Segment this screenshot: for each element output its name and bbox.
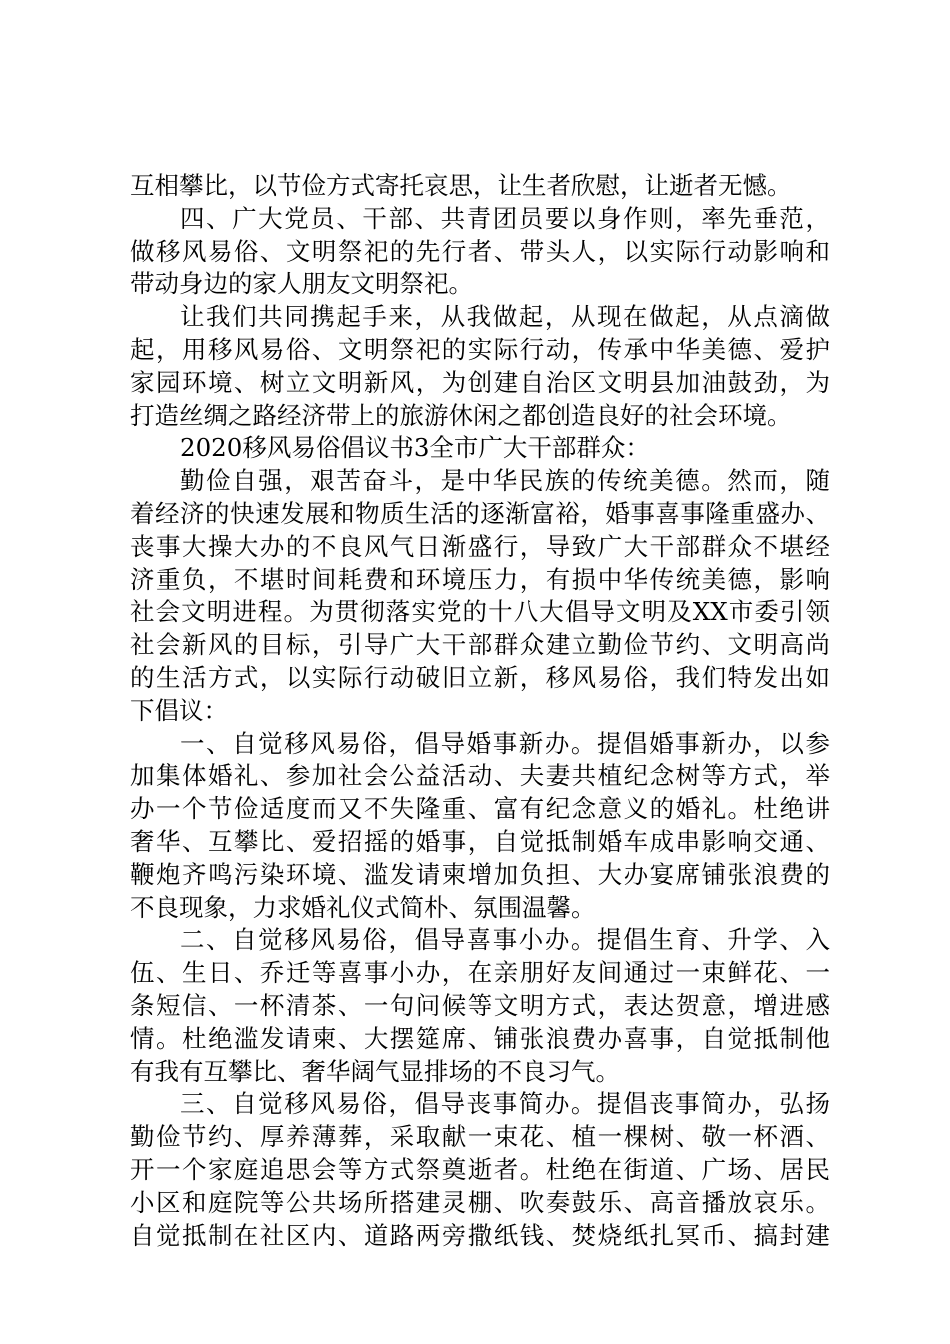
text-line: 加集体婚礼、参加社会公益活动、夫妻共植纪念树等方式，举 bbox=[130, 761, 830, 791]
text-line: 二、自觉移风易俗，倡导喜事小办。提倡生育、升学、入 bbox=[180, 925, 830, 955]
text-line: 办一个节俭适度而又不失隆重、富有纪念意义的婚礼。杜绝讲 bbox=[130, 794, 830, 824]
text-line: 互相攀比，以节俭方式寄托哀思，让生者欣慰，让逝者无憾。 bbox=[130, 171, 792, 200]
text-line: 勤俭自强，艰苦奋斗，是中华民族的传统美德。然而，随 bbox=[180, 466, 830, 496]
text-line: 伍、生日、乔迁等喜事小办，在亲朋好友间通过一束鲜花、一 bbox=[130, 958, 830, 988]
text-line: 下倡议： bbox=[130, 695, 228, 725]
text-line: 一、自觉移风易俗，倡导婚事新办。提倡婚事新办，以参 bbox=[180, 728, 830, 758]
text-line: 情。杜绝滥发请柬、大摆筵席、铺张浪费办喜事，自觉抵制他 bbox=[130, 1023, 830, 1053]
text-line: 着经济的快速发展和物质生活的逐渐富裕，婚事喜事隆重盛办、 bbox=[130, 498, 830, 528]
text-line: 的生活方式，以实际行动破旧立新，移风易俗，我们特发出如 bbox=[130, 662, 830, 692]
text-line: 社会新风的目标，引导广大干部群众建立勤俭节约、文明高尚 bbox=[130, 630, 830, 660]
text-line: 打造丝绸之路经济带上的旅游休闲之都创造良好的社会环境。 bbox=[130, 400, 792, 430]
text-line: 不良现象，力求婚礼仪式简朴、氛围温馨。 bbox=[130, 892, 596, 922]
text-line: 小区和庭院等公共场所搭建灵棚、吹奏鼓乐、高音播放哀乐。 bbox=[130, 1187, 830, 1217]
text-line: 自觉抵制在社区内、道路两旁撒纸钱、焚烧纸扎冥币、搞封建 bbox=[130, 1220, 830, 1250]
text-line: 让我们共同携起手来，从我做起，从现在做起，从点滴做 bbox=[180, 302, 830, 332]
text-line: 条短信、一杯清茶、一句问候等文明方式，表达贺意，增进感 bbox=[130, 990, 830, 1020]
text-line: 2020移风易俗倡议书3全市广大干部群众： bbox=[180, 433, 650, 463]
text-line: 社会文明进程。为贯彻落实党的十八大倡导文明及XX市委引领 bbox=[130, 597, 830, 627]
text-line: 奢华、互攀比、爱招摇的婚事，自觉抵制婚车成串影响交通、 bbox=[130, 826, 830, 856]
document-body bbox=[130, 170, 830, 1252]
text-line: 丧事大操大办的不良风气日渐盛行，导致广大干部群众不堪经 bbox=[130, 531, 830, 561]
text-line: 四、广大党员、干部、共青团员要以身作则，率先垂范， bbox=[180, 203, 830, 233]
text-line: 有我有互攀比、奢华阔气显排场的不良习气。 bbox=[130, 1056, 620, 1086]
text-line: 济重负，不堪时间耗费和环境压力，有损中华传统美德，影响 bbox=[130, 564, 830, 594]
text-line: 做移风易俗、文明祭祀的先行者、带头人，以实际行动影响和 bbox=[130, 236, 830, 266]
text-line: 带动身边的家人朋友文明祭祀。 bbox=[130, 269, 473, 299]
text-line: 三、自觉移风易俗，倡导丧事简办。提倡丧事简办，弘扬 bbox=[180, 1089, 830, 1119]
text-line: 开一个家庭追思会等方式祭奠逝者。杜绝在街道、广场、居民 bbox=[130, 1154, 830, 1184]
text-line: 家园环境、树立文明新风，为创建自治区文明县加油鼓劲，为 bbox=[130, 367, 830, 397]
text-line: 勤俭节约、厚养薄葬，采取献一束花、植一棵树、敬一杯酒、 bbox=[130, 1122, 830, 1152]
text-line: 起，用移风易俗、文明祭祀的实际行动，传承中华美德、爱护 bbox=[130, 334, 830, 364]
text-line: 鞭炮齐鸣污染环境、滥发请柬增加负担、大办宴席铺张浪费的 bbox=[130, 859, 830, 889]
